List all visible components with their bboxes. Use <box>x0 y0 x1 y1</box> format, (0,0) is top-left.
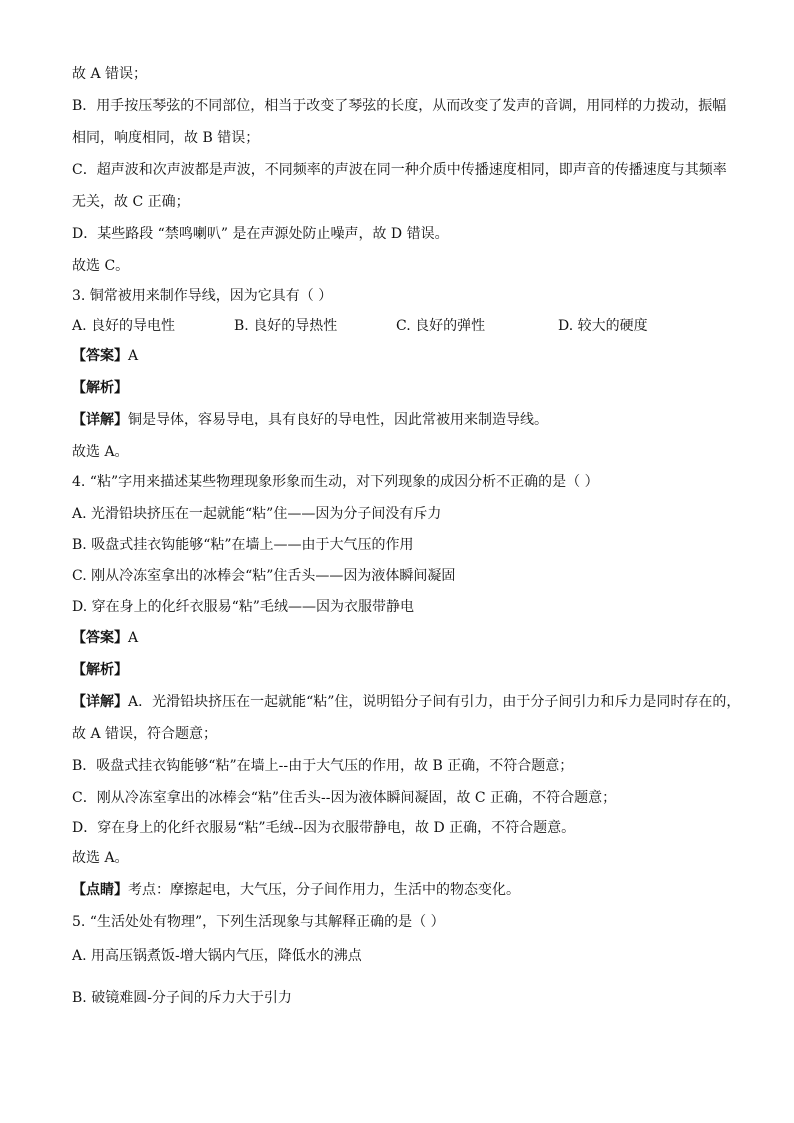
q3-option-a: A. 良好的导电性 <box>72 318 176 334</box>
q4-detail-line <box>72 692 740 712</box>
text-line: D．某些路段 “禁鸣喇叭” 是在声源处防止噪声，故 D 错误。 <box>72 226 449 242</box>
answer-value: A <box>128 348 139 364</box>
q4-detail-line: B．吸盘式挂衣钩能够“粘”在墙上--由于大气压的作用，故 B 正确，不符合题意； <box>72 758 574 774</box>
q4-point <box>72 880 520 900</box>
q3-detail <box>72 410 548 430</box>
answer-value: A <box>128 630 139 646</box>
text-line: 故选 C。 <box>72 258 130 274</box>
q3-option-d: D. 较大的硬度 <box>558 318 648 334</box>
q3-option-c: C. 良好的弹性 <box>396 318 486 334</box>
question-4-stem: 4. “粘”字用来描述某些物理现象形象而生动，对下列现象的成因分析不正确的是（ ） <box>72 474 599 490</box>
q4-option-d: D. 穿在身上的化纤衣服易“粘”毛绒——因为衣服带静电 <box>72 599 414 615</box>
text-line: B．用手按压琴弦的不同部位，相当于改变了琴弦的长度，从而改变了发声的音调，用同样的力拨动，振幅 <box>72 98 727 114</box>
q3-analysis-tag: 【解析】 <box>72 380 128 396</box>
point-text: 考点：摩擦起电，大气压，分子间作用力，生活中的物态变化。 <box>128 882 520 898</box>
q3-option-b: B. 良好的导热性 <box>234 318 338 334</box>
text-line: 故 A 错误； <box>72 66 148 82</box>
point-tag: 【点睛】 <box>72 882 128 898</box>
question-3-stem: 3. 铜常被用来制作导线，因为它具有（ ） <box>72 288 333 304</box>
q3-answer <box>72 346 138 366</box>
detail-tag: 【详解】 <box>72 694 128 710</box>
q5-option-b: B. 破镜难圆-分子间的斥力大于引力 <box>72 990 292 1006</box>
q4-option-c: C. 刚从冷冻室拿出的冰棒会“粘”住舌头——因为液体瞬间凝固 <box>72 568 456 584</box>
answer-tag: 【答案】 <box>72 630 128 646</box>
detail-tag: 【详解】 <box>72 412 128 428</box>
question-5-stem: 5. “生活处处有物理”，下列生活现象与其解释正确的是（ ） <box>72 914 445 930</box>
q4-analysis-tag: 【解析】 <box>72 662 128 678</box>
answer-tag: 【答案】 <box>72 348 128 364</box>
q4-answer <box>72 628 138 648</box>
q5-option-a: A. 用高压锅煮饭-增大锅内气压，降低水的沸点 <box>72 948 362 964</box>
q4-option-b: B. 吸盘式挂衣钩能够“粘”在墙上——由于大气压的作用 <box>72 537 414 553</box>
q4-detail-line: D．穿在身上的化纤衣服易“粘”毛绒--因为衣服带静电，故 D 正确，不符合题意。 <box>72 820 576 836</box>
q3-pick: 故选 A。 <box>72 444 129 460</box>
q4-detail-line: 故 A 错误，符合题意； <box>72 726 218 742</box>
detail-text: 铜是导体，容易导电，具有良好的导电性，因此常被用来制造导线。 <box>128 412 548 428</box>
q4-pick: 故选 A。 <box>72 850 129 866</box>
q4-option-a: A. 光滑铅块挤压在一起就能“粘”住——因为分子间没有斥力 <box>72 506 442 522</box>
q4-detail-line: C．刚从冷冻室拿出的冰棒会“粘”住舌头--因为液体瞬间凝固，故 C 正确，不符合题意； <box>72 790 617 806</box>
detail-text: A．光滑铅块挤压在一起就能“粘”住，说明铅分子间有引力，由于分子间引力和斥力是同时存在的， <box>128 694 741 710</box>
text-line: 无关，故 C 正确； <box>72 194 190 210</box>
text-line: C．超声波和次声波都是声波，不同频率的声波在同一种介质中传播速度相同，即声音的传播速度与其频率 <box>72 162 727 178</box>
text-line: 相同，响度相同，故 B 错误； <box>72 130 260 146</box>
